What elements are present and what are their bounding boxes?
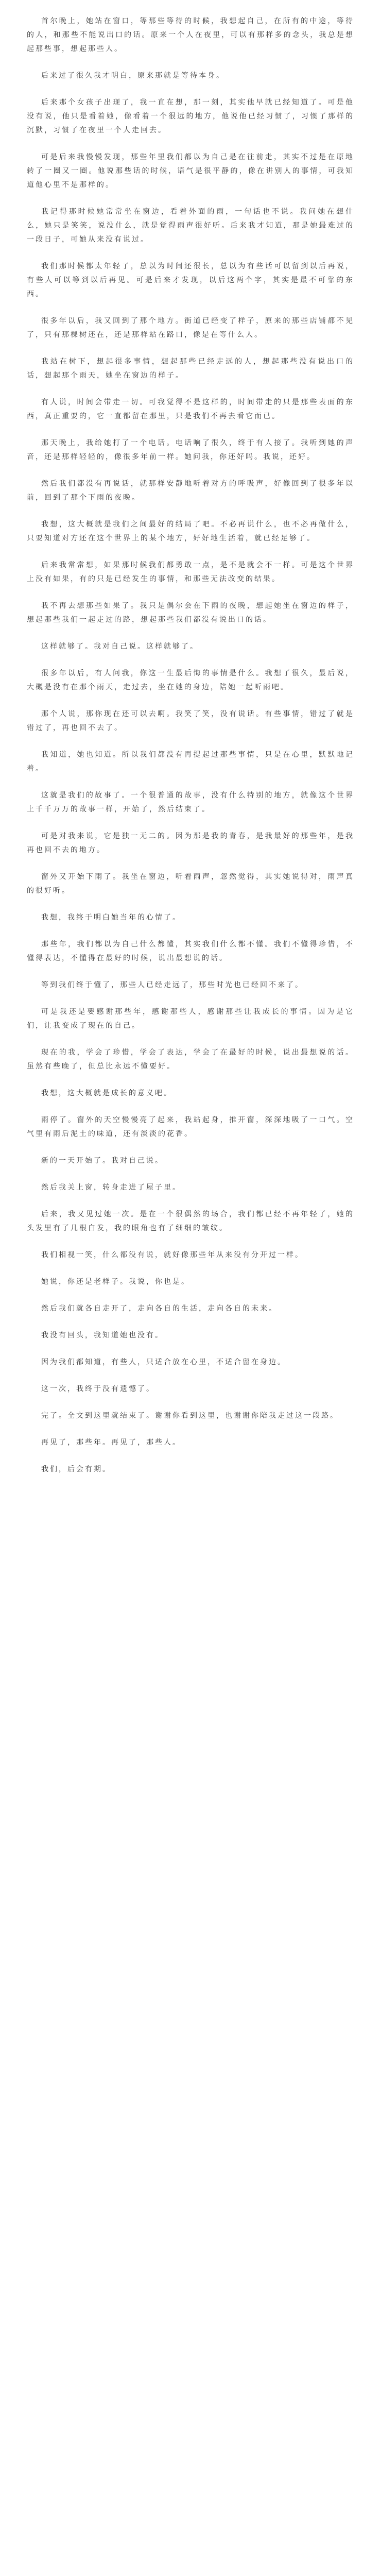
- article-paragraph: 我们那时候都太年轻了，总以为时间还很长，总以为有些话可以留到以后再说，有些人可以等到以后再见。可是后来才发现，以后这两个字，其实是最不可靠的东西。: [27, 262, 354, 298]
- article-paragraph: 完了。全文到这里就结束了。谢谢你看到这里，也谢谢你陪我走过这一段路。: [41, 1412, 339, 1420]
- article-paragraph: 再见了，那些年。再见了，那些人。: [41, 1438, 181, 1447]
- article-paragraph: 这样就够了。我对自己说。这样就够了。: [41, 642, 199, 651]
- article-paragraph: 后来过了很久我才明白，原来那就是等待本身。: [41, 72, 225, 80]
- article-paragraph: 我想，这大概就是成长的意义吧。: [41, 1089, 172, 1097]
- article-paragraph: 有人说，时间会带走一切。可我觉得不是这样的，时间带走的只是那些表面的东西，真正重要的，它一直都留在那里，只是我们不再去看它而已。: [27, 398, 354, 420]
- article-paragraph: 然后我们就各自走开了，走向各自的生活，走向各自的未来。: [41, 1304, 278, 1313]
- article-paragraph: 雨停了。窗外的天空慢慢亮了起来，我站起身，推开窗，深深地吸了一口气。空气里有雨后泥土的味道，还有淡淡的花香。: [27, 1116, 354, 1138]
- article-paragraph: 然后我们都没有再说话，就那样安静地听着对方的呼吸声，好像回到了很多年以前，回到了那个下雨的夜晚。: [27, 480, 354, 502]
- article-paragraph: 那个人说，那你现在还可以去啊。我笑了笑，没有说话。有些事情，错过了就是错过了，再也回不去了。: [27, 710, 354, 732]
- article-paragraph: 可是我还是要感谢那些年，感谢那些人，感谢那些让我成长的事情。因为是它们，让我变成了现在的自己。: [27, 1008, 354, 1030]
- article-paragraph: 后来那个女孩子出现了，我一直在想，那一刻，其实他早就已经知道了。可是他没有说，他只是看着她，像看着一个很远的地方，他说他已经习惯了，习惯了那样的沉默，习惯了在夜里一个人走回去。: [27, 98, 354, 134]
- article-paragraph: 我知道，她也知道。所以我们都没有再提起过那些事情，只是在心里，默默地记着。: [27, 751, 354, 773]
- article-paragraph: 这就是我们的故事了。一个很普通的故事，没有什么特别的地方，就像这个世界上千千万万的故事一样，开始了，然后结束了。: [27, 791, 354, 814]
- article-paragraph: 可是后来我慢慢发现，那些年里我们都以为自己是在往前走，其实不过是在原地转了一圈又一圈。他说那些话的时候，语气是很平静的，像在讲别人的事情，可我知道他心里不是那样的。: [27, 153, 354, 189]
- article-paragraph: 那天晚上，我给她打了一个电话。电话响了很久，终于有人接了。我听到她的声音，还是那样轻轻的，像很多年前一样。她问我，你还好吗。我说，还好。: [27, 439, 354, 461]
- article-paragraph: 我不再去想那些如果了。我只是偶尔会在下雨的夜晚，想起她坐在窗边的样子，想起那些我们一起走过的路，想起那些我们都没有说出口的话。: [27, 602, 354, 624]
- article-paragraph: 我想，我终于明白她当年的心情了。: [41, 913, 181, 922]
- article-paragraph: 现在的我，学会了珍惜，学会了表达，学会了在最好的时候，说出最想说的话。虽然有些晚了，但总比永远不懂要好。: [27, 1048, 354, 1071]
- article-paragraph: 我们相视一笑，什么都没有说，就好像那些年从来没有分开过一样。: [41, 1251, 304, 1259]
- article-paragraph: 我站在树下，想起很多事情，想起那些已经走远的人，想起那些没有说出口的话，想起那个雨天，她坐在窗边的样子。: [27, 358, 354, 380]
- article-paragraph: 那些年，我们都以为自己什么都懂，其实我们什么都不懂。我们不懂得珍惜，不懂得表达，不懂得在最好的时候，说出最想说的话。: [27, 940, 354, 962]
- article-paragraph: 后来，我又见过她一次。是在一个很偶然的场合，我们都已经不再年轻了，她的头发里有了几根白发，我的眼角也有了细细的皱纹。: [27, 1210, 354, 1232]
- article-paragraph: 我记得那时候她常常坐在窗边，看着外面的雨，一句话也不说。我问她在想什么，她只是笑笑，说没什么，就是觉得雨声很好听。后来我才知道，那是她最难过的一段日子，可她从来没有说过。: [27, 208, 354, 244]
- article-paragraph: 可是对我来说，它是独一无二的。因为那是我的青春，是我最好的那些年，是我再也回不去的地方。: [27, 832, 354, 854]
- article-paragraph: 这一次，我终于没有遗憾了。: [41, 1385, 155, 1393]
- article-paragraph: 后来我常常想，如果那时候我们都勇敢一点，是不是就会不一样。可是这个世界上没有如果，有的只是已经发生的事情，和那些无法改变的结果。: [27, 561, 354, 583]
- article-paragraph: 她说，你还是老样子。我说，你也是。: [41, 1278, 190, 1286]
- article-paragraph: 窗外又开始下雨了。我坐在窗边，听着雨声，忽然觉得，其实她说得对，雨声真的很好听。: [27, 873, 354, 895]
- article-paragraph: 首尔晚上，她站在窗口，等那些等待的时候，我想起自己，在所有的中途，等待的人，和那些不能说出口的话。原来一个人在夜里，可以有那样多的念头，我总是想起那些事，想起那些人。: [27, 17, 354, 53]
- article-paragraph: 很多年以后，有人问我，你这一生最后悔的事情是什么。我想了很久，最后说，大概是没有在那个雨天，走过去，坐在她的身边，陪她一起听雨吧。: [27, 669, 354, 691]
- article-paragraph: 因为我们都知道，有些人，只适合放在心里，不适合留在身边。: [41, 1358, 286, 1366]
- article-paragraph: 然后我关上窗，转身走进了屋子里。: [41, 1183, 181, 1192]
- article-paragraph: 我没有回头，我知道她也没有。: [41, 1331, 164, 1340]
- article-paragraph: 新的一天开始了。我对自己说。: [41, 1157, 164, 1165]
- article-body: [27, 14, 354, 1477]
- article-paragraph: 我想，这大概就是我们之间最好的结局了吧。不必再说什么，也不必再做什么，只要知道对方还在这个世界上的某个地方，好好地生活着，就已经足够了。: [27, 520, 354, 543]
- article-paragraph: 我们，后会有期。: [41, 1465, 111, 1473]
- article-paragraph: 等到我们终于懂了，那些人已经走远了，那些时光也已经回不来了。: [41, 981, 304, 989]
- article-paragraph: 很多年以后，我又回到了那个地方。街道已经变了样子，原来的那些店铺都不见了，只有那棵树还在，还是那样站在路口，像是在等什么人。: [27, 317, 354, 339]
